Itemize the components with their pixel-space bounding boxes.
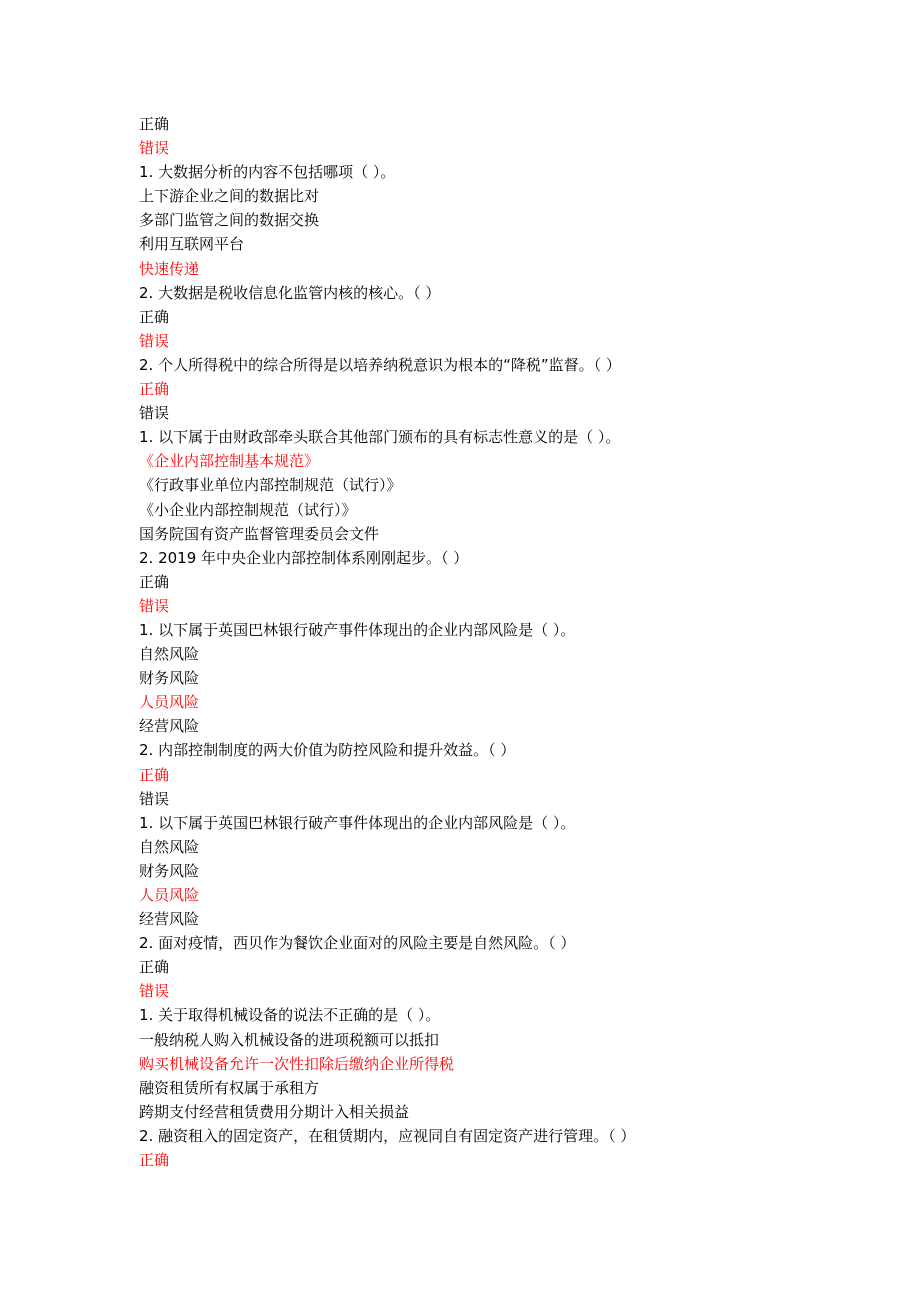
question-text: 1. 以下属于英国巴林银行破产事件体现出的企业内部风险是（ ）。 <box>139 620 576 639</box>
option-text: 正确 <box>139 307 170 326</box>
option-text: 多部门监管之间的数据交换 <box>139 211 320 230</box>
answer-option: 正确 <box>139 380 170 399</box>
question-text: 1. 以下属于由财政部牵头联合其他部门颁布的具有标志性意义的是（ ）。 <box>139 428 621 447</box>
question-text: 2. 大数据是税收信息化监管内核的核心。（ ） <box>139 283 441 302</box>
answer-option: 正确 <box>139 1151 170 1170</box>
answer-option: 错误 <box>139 139 170 158</box>
question-text: 2. 个人所得税中的综合所得是以培养纳税意识为根本的“降税”监督。（ ） <box>139 355 621 374</box>
answer-option: 错误 <box>139 596 170 615</box>
question-text: 2. 面对疫情，西贝作为餐饮企业面对的风险主要是自然风险。（ ） <box>139 934 576 953</box>
answer-option: 错误 <box>139 982 170 1001</box>
option-text: 利用互联网平台 <box>139 235 245 254</box>
answer-option: 《企业内部控制基本规范》 <box>139 452 320 471</box>
answer-option: 错误 <box>139 331 170 350</box>
question-text: 1. 大数据分析的内容不包括哪项（ ）。 <box>139 163 396 182</box>
option-text: 经营风险 <box>139 910 200 929</box>
document-body <box>139 112 839 1172</box>
option-text: 正确 <box>139 958 170 977</box>
question-text: 2. 内部控制制度的两大价值为防控风险和提升效益。（ ） <box>139 741 516 760</box>
question-text: 1. 关于取得机械设备的说法不正确的是（ ）。 <box>139 1006 441 1025</box>
option-text: 跨期支付经营租赁费用分期计入相关损益 <box>139 1102 410 1121</box>
option-text: 错误 <box>139 789 170 808</box>
question-text: 2. 融资租入的固定资产，在租赁期内，应视同自有固定资产进行管理。（ ） <box>139 1126 636 1145</box>
option-text: 融资租赁所有权属于承租方 <box>139 1078 320 1097</box>
option-text: 错误 <box>139 404 170 423</box>
answer-option: 人员风险 <box>139 693 200 712</box>
answer-option: 快速传递 <box>139 259 200 278</box>
option-text: 财务风险 <box>139 669 200 688</box>
option-text: 一般纳税人购入机械设备的进项税额可以抵扣 <box>139 1030 440 1049</box>
question-text: 1. 以下属于英国巴林银行破产事件体现出的企业内部风险是（ ）。 <box>139 813 576 832</box>
option-text: 经营风险 <box>139 717 200 736</box>
answer-option: 人员风险 <box>139 886 200 904</box>
option-text: 财务风险 <box>139 861 200 880</box>
question-text: 2. 2019 年中央企业内部控制体系刚刚起步。（ ） <box>139 548 469 567</box>
option-text: 正确 <box>139 115 170 133</box>
option-text: 《行政事业单位内部控制规范（试行）》 <box>139 476 402 495</box>
option-text: 自然风险 <box>139 837 200 856</box>
answer-option: 正确 <box>139 765 170 784</box>
option-text: 《小企业内部控制规范（试行）》 <box>139 500 357 519</box>
option-text: 自然风险 <box>139 645 200 664</box>
option-text: 上下游企业之间的数据比对 <box>139 187 320 206</box>
answer-option: 购买机械设备允许一次性扣除后缴纳企业所得税 <box>139 1054 455 1073</box>
option-text: 国务院国有资产监督管理委员会文件 <box>139 524 380 543</box>
option-text: 正确 <box>139 572 170 591</box>
